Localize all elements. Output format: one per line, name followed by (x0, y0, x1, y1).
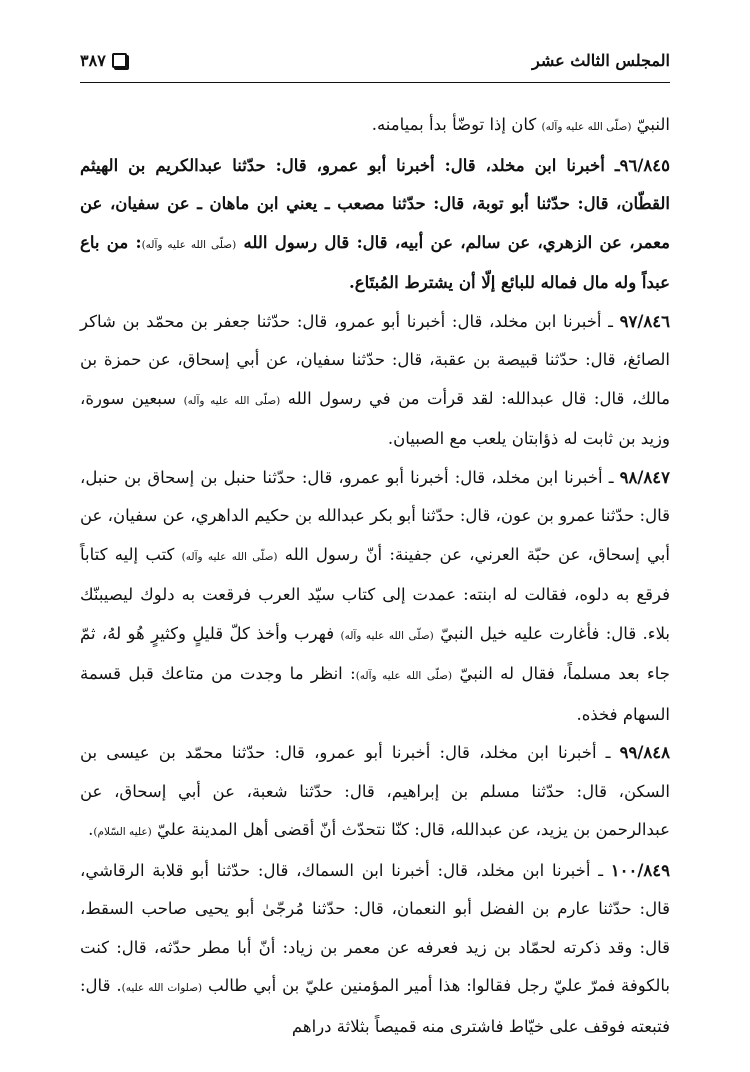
honorific-formula: (صلوات الله عليه) (121, 982, 203, 994)
honorific-formula: (عليه السّلام) (93, 826, 152, 838)
hadith-paragraph (80, 147, 670, 303)
running-title: المجلس الثالث عشر (532, 50, 670, 70)
text-segment: : انظر ما وجدت من متاعك قبل قسمة السهام فخذه. (80, 664, 670, 724)
hadith-paragraph (80, 734, 670, 852)
paragraph-continuation (80, 106, 670, 147)
honorific-formula: (صلّى الله عليه وآله) (181, 550, 278, 563)
text-segment: سبعين سورة، وزيد بن ثابت له ذؤابتان يلعب مع الصبيان. (80, 388, 670, 448)
hadith-number: ١٠٠/٨٤٩ (610, 860, 670, 880)
header-rule (80, 82, 670, 83)
hadith-paragraph (80, 303, 670, 459)
page-number-block (80, 51, 131, 70)
text-segment: النبيّ (631, 115, 670, 134)
page-header (80, 40, 670, 80)
honorific-formula: (صلّى الله عليه وآله) (355, 670, 453, 682)
text-segment: ـ أخبرنا ابن مخلد، قال: أخبرنا أبو عمرو، قال: حدّثنا جعفر بن محمّد بن شاكر الصائغ، قال: حدّثنا قبيصة بن عقبة، قال: حدّثنا سفيان، عن أبي إسحاق، عن حمزة بن مالك، قال: قال عبدالله: لقد قرأت من في رسول الله (80, 311, 670, 408)
hadith-paragraph (80, 459, 670, 735)
text-segment: . (88, 820, 94, 839)
text-segment: فهرب وأخذ كلّ قليلٍ وكثيرٍ هُو لهُ، ثمّ جاء بعد مسلماً، فقال له النبيّ (80, 623, 670, 683)
hadith-paragraph (80, 852, 670, 1047)
page-number: ٣٨٧ (80, 50, 106, 70)
text-segment: ـ أخبرنا ابن مخلد، قال: أخبرنا أبو عمرو، قال: حدّثنا حنبل بن إسحاق بن حنبل، قال: حدّثنا عمرو بن عون، قال: حدّثنا أبو بكر عبدالله بن حكيم الداهري، عن سفيان، عن أبي إسحاق، عن حبّة العرني، عن جفينة: أنّ رسول الله (80, 467, 670, 564)
text-segment: . قال: فتبعته فوقف على خيّاط فاشترى منه قميصاً بثلاثة دراهم (80, 976, 670, 1036)
document-body (80, 106, 670, 1046)
honorific-formula: (صلّى الله عليه وآله) (141, 238, 237, 251)
hadith-number: ٩٩/٨٤٨ (619, 743, 670, 762)
text-segment: ـ أخبرنا ابن مخلد، قال: أخبرنا أبو عمرو، قال: حدّثنا محمّد بن عيسى بن السكن، قال: حدّثنا مسلم بن إبراهيم، قال: حدّثنا شعبة، عن أبي إسحاق، عن عبدالرحمن بن يزيد، عن عبدالله، قال: كنّا نتحدّث أنّ أقضى أهل المدينة عليّ (80, 743, 670, 839)
text-segment: : من باع عبداً وله مال فماله للبائع إلّا أن يشترط المُبتَاع. (80, 232, 670, 292)
honorific-formula: (صلّى الله عليه وآله) (541, 121, 632, 133)
hadith-number: ٩٧/٨٤٦ (619, 311, 670, 331)
text-segment: ـ أخبرنا ابن مخلد، قال: أخبرنا ابن السماك، قال: حدّثنا أبو قلابة الرقاشي، قال: حدّثنا عارم بن الفضل أبو النعمان، قال: حدّثنا مُرجّىٰ أبو يحيى صاحب السقط، قال: وقد ذكرته لحمّاد بن زيد فعرفه عن معمر بن زياد: أنّ أبا مطر حدّثه، قال: كنت بالكوفة فمرّ عليّ رجل فقالوا: هذا أمير المؤمنين عليّ بن أبي طالب (80, 860, 670, 995)
honorific-formula: (صلّى الله عليه وآله) (340, 629, 434, 642)
text-segment: كتب إليه كتاباً فرقع به دلوه، فقالت له ابنته: عمدت إلى كتاب سيّد العرب فرقعت به دلوك ليصيبنّك بلاء. قال: فأغارت عليه خيل النبيّ (80, 544, 671, 643)
text-segment: كان إذا توضّأ بدأ بميامنه. (371, 115, 542, 134)
honorific-formula: (صلّى الله عليه وآله) (183, 394, 281, 407)
text-segment: ـ أخبرنا ابن مخلد، قال: أخبرنا أبو عمرو، قال: حدّثنا عبدالكريم بن الهيثم القطّان، قال: حدّثنا أبو توبة، قال: حدّثنا مصعب ـ يعني ابن ماهان ـ عن سفيان، عن معمر، عن الزهري، عن سالم، عن أبيه، قال: قال رسول الله (80, 155, 670, 252)
hadith-number: ٩٨/٨٤٧ (619, 467, 670, 487)
square-ornament-icon (112, 53, 127, 68)
hadith-number: ٩٦/٨٤٥ (619, 155, 670, 175)
